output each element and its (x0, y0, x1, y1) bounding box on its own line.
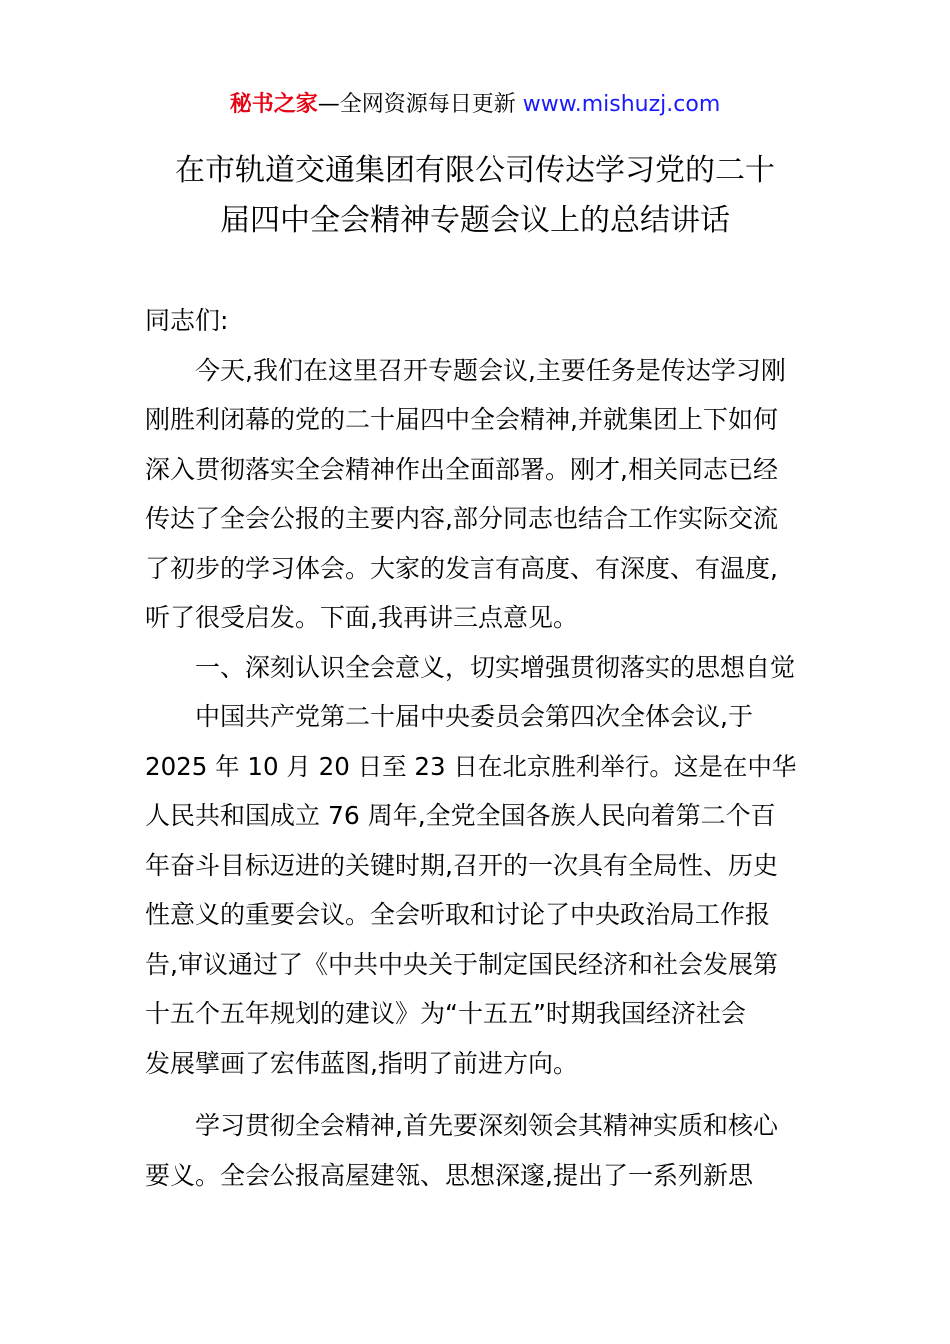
header-slogan: —全网资源每日更新 (317, 92, 523, 117)
paragraph-1 (145, 346, 805, 643)
paragraph-line: 告,审议通过了《中共中央关于制定国民经济和社会发展第 (145, 949, 778, 979)
paragraph-gap (145, 1088, 805, 1101)
paragraph-line: 人民共和国成立 76 周年,全党全国各族人民向着第二个百 (145, 801, 776, 830)
paragraph-line: 刚胜利闭幕的党的二十届四中全会精神,并就集团上下如何 (145, 405, 778, 434)
site-header (0, 88, 950, 122)
paragraph-line: 年奋斗目标迈进的关键时期,召开的一次具有全局性、历史 (145, 850, 778, 880)
paragraph-line: 了初步的学习体会。大家的发言有高度、有深度、有温度, (145, 553, 778, 583)
brand-name: 秘书之家 (229, 92, 318, 117)
document-title (145, 146, 805, 246)
paragraph-line: 传达了全会公报的主要内容,部分同志也结合工作实际交流 (145, 504, 778, 533)
paragraph-line: 发展擘画了宏伟蓝图,指明了前进方向。 (145, 1048, 578, 1078)
paragraph-3 (145, 1101, 805, 1200)
paragraph-line: 十五个五年规划的建议》为“十五五”时期我国经济社会 (145, 999, 746, 1028)
paragraph-line: 听了很受启发。下面,我再讲三点意见。 (145, 603, 578, 632)
site-url[interactable]: www.mishuzj.com (522, 92, 721, 117)
title-line-2: 届四中全会精神专题会议上的总结讲话 (220, 203, 730, 238)
paragraph-line: 性意义的重要会议。全会听取和讨论了中央政治局工作报 (145, 900, 771, 929)
paragraph-line: 要义。全会公报高屋建瓴、思想深邃,提出了一系列新思 (145, 1160, 753, 1190)
title-line-1: 在市轨道交通集团有限公司传达学习党的二十 (175, 153, 775, 188)
document-body (145, 296, 805, 1200)
paragraph-line: 2025 年 10 月 20 日至 23 日在北京胜利举行。这是在中华 (145, 751, 797, 781)
greeting: 同志们: (145, 306, 229, 335)
paragraph-2 (145, 692, 805, 1088)
section-heading-1: 一、深刻认识全会意义，切实增强贯彻落实的思想自觉 (195, 652, 796, 682)
paragraph-line: 深入贯彻落实全会精神作出全面部署。刚才,相关同志已经 (145, 454, 778, 484)
paragraph-line: 中国共产党第二十届中央委员会第四次全体会议,于 (195, 702, 753, 731)
paragraph-line: 学习贯彻全会精神,首先要深刻领会其精神实质和核心 (195, 1111, 778, 1140)
paragraph-line: 今天,我们在这里召开专题会议,主要任务是传达学习刚 (195, 355, 786, 385)
